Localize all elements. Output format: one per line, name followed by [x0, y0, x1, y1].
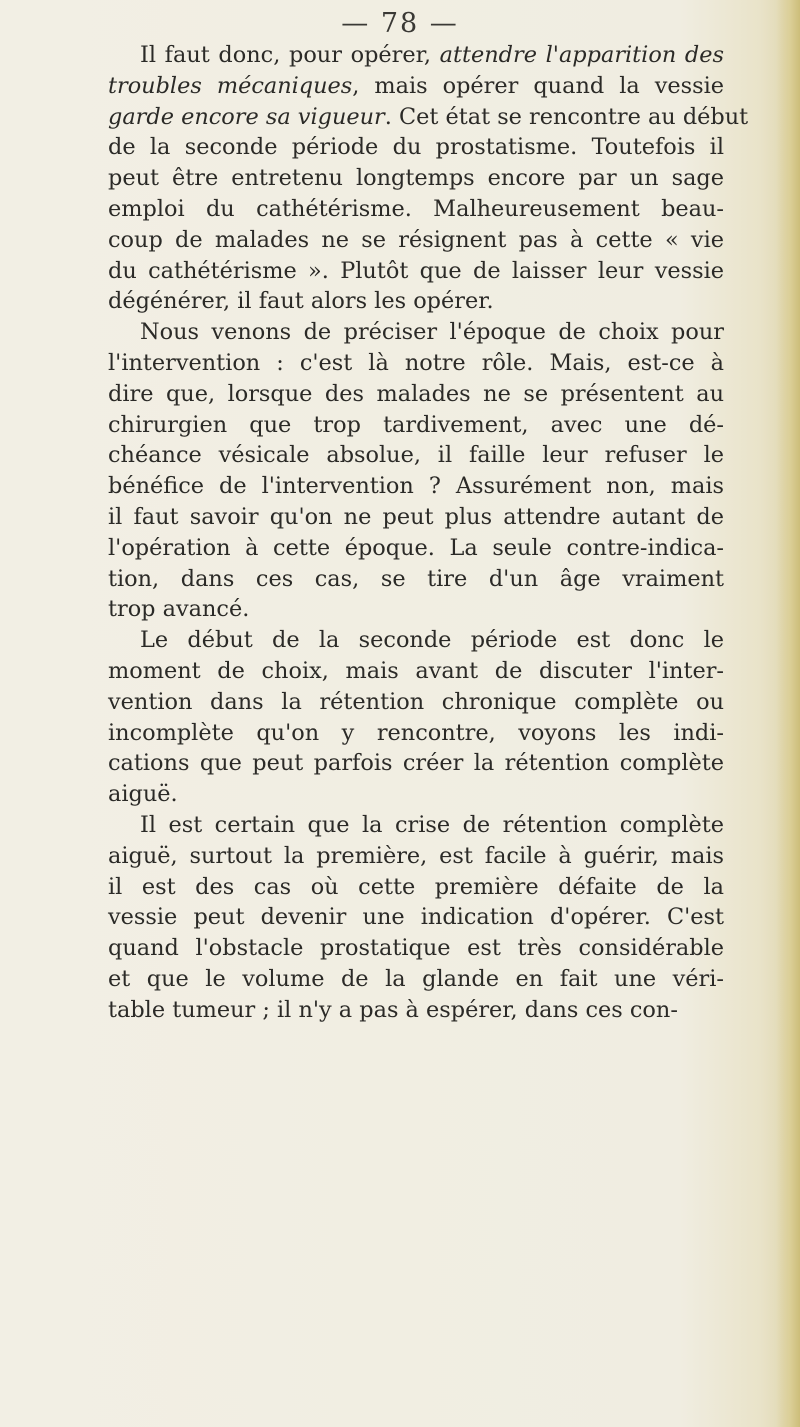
text-run: coup de malades ne se résignent pas à cette « vie	[108, 226, 724, 253]
text-run: chéance vésicale absolue, il faille leur refuser le	[108, 442, 724, 469]
text-line	[108, 656, 724, 687]
text-line	[108, 40, 724, 71]
text-run: de la seconde période du prostatisme. Toutefois il	[108, 134, 724, 161]
text-line	[108, 594, 724, 625]
page-edge-shadow	[776, 0, 800, 1427]
text-run: dégénérer, il faut alors les opérer.	[108, 288, 494, 315]
text-line	[108, 533, 724, 564]
text-line	[108, 841, 724, 872]
text-line	[108, 687, 724, 718]
text-run: Nous venons de préciser l'époque de choix pour	[140, 319, 724, 346]
text-run: emploi du cathétérisme. Malheureusement beau-	[108, 195, 724, 222]
text-run: . Cet état se rencontre au début	[384, 103, 749, 130]
text-run: table tumeur ; il n'y a pas à espérer, dans ces con-	[108, 996, 678, 1023]
italic-text: troubles mécaniques	[108, 72, 353, 99]
text-line	[108, 779, 724, 810]
text-line	[108, 225, 724, 256]
text-line	[108, 902, 724, 933]
text-line	[108, 964, 724, 995]
text-run: , mais opérer quand la vessie	[352, 72, 724, 99]
text-line	[108, 194, 724, 225]
text-line	[108, 718, 724, 749]
paragraph	[108, 317, 724, 625]
text-line	[108, 810, 724, 841]
text-run: Le début de la seconde période est donc le	[140, 627, 724, 654]
text-line	[108, 995, 724, 1026]
text-line	[108, 317, 724, 348]
text-run: l'opération à cette époque. La seule contre-indica-	[108, 534, 724, 561]
text-run: aiguë, surtout la première, est facile à guérir, mais	[108, 842, 724, 869]
text-line	[108, 163, 724, 194]
text-run: chirurgien que trop tardivement, avec une dé-	[108, 411, 724, 438]
text-run: il faut savoir qu'on ne peut plus attendre autant de	[108, 503, 724, 530]
text-line	[108, 348, 724, 379]
text-run: moment de choix, mais avant de discuter l'inter-	[108, 657, 724, 684]
text-run: il est des cas où cette première défaite de la	[108, 873, 724, 900]
text-line	[108, 102, 749, 133]
text-run: quand l'obstacle prostatique est très considérable	[108, 935, 724, 962]
paragraph	[108, 625, 724, 810]
paragraph	[108, 810, 724, 1026]
text-line	[108, 379, 724, 410]
text-line	[108, 286, 724, 317]
text-run: aiguë.	[108, 781, 178, 808]
italic-text: garde encore sa vigueur	[108, 103, 385, 130]
body-text	[108, 40, 749, 1026]
text-line	[108, 132, 724, 163]
text-run: du cathétérisme ». Plutôt que de laisser leur vessie	[108, 257, 724, 284]
page-number: — 78 —	[341, 8, 459, 39]
text-line	[108, 410, 724, 441]
text-run: bénéfice de l'intervention ? Assurément non, mais	[108, 473, 724, 500]
text-line	[108, 71, 724, 102]
text-line	[108, 256, 724, 287]
text-run: et que le volume de la glande en fait une véri-	[108, 965, 724, 992]
text-run: peut être entretenu longtemps encore par un sage	[108, 165, 724, 192]
paragraph	[108, 40, 749, 317]
text-run: Il est certain que la crise de rétention complète	[140, 811, 724, 838]
text-line	[108, 748, 724, 779]
italic-text: attendre l'apparition des	[439, 42, 724, 68]
text-line	[108, 564, 724, 595]
text-run: tion, dans ces cas, se tire d'un âge vraiment	[108, 565, 724, 592]
text-line	[108, 625, 724, 656]
text-line	[108, 872, 724, 903]
text-run: cations que peut parfois créer la rétention complète	[108, 750, 724, 777]
text-run: incomplète qu'on y rencontre, voyons les indi-	[108, 719, 724, 746]
text-run: trop avancé.	[108, 596, 250, 623]
text-line	[108, 502, 724, 533]
text-line	[108, 440, 724, 471]
text-line	[108, 471, 724, 502]
text-run: vention dans la rétention chronique complète ou	[108, 688, 724, 715]
text-run: vessie peut devenir une indication d'opérer. C'est	[108, 904, 724, 931]
text-line	[108, 933, 724, 964]
text-run: dire que, lorsque des malades ne se présentent au	[108, 380, 724, 407]
text-run: l'intervention : c'est là notre rôle. Mais, est-ce à	[108, 349, 724, 376]
text-run: Il faut donc, pour opérer,	[140, 42, 440, 68]
